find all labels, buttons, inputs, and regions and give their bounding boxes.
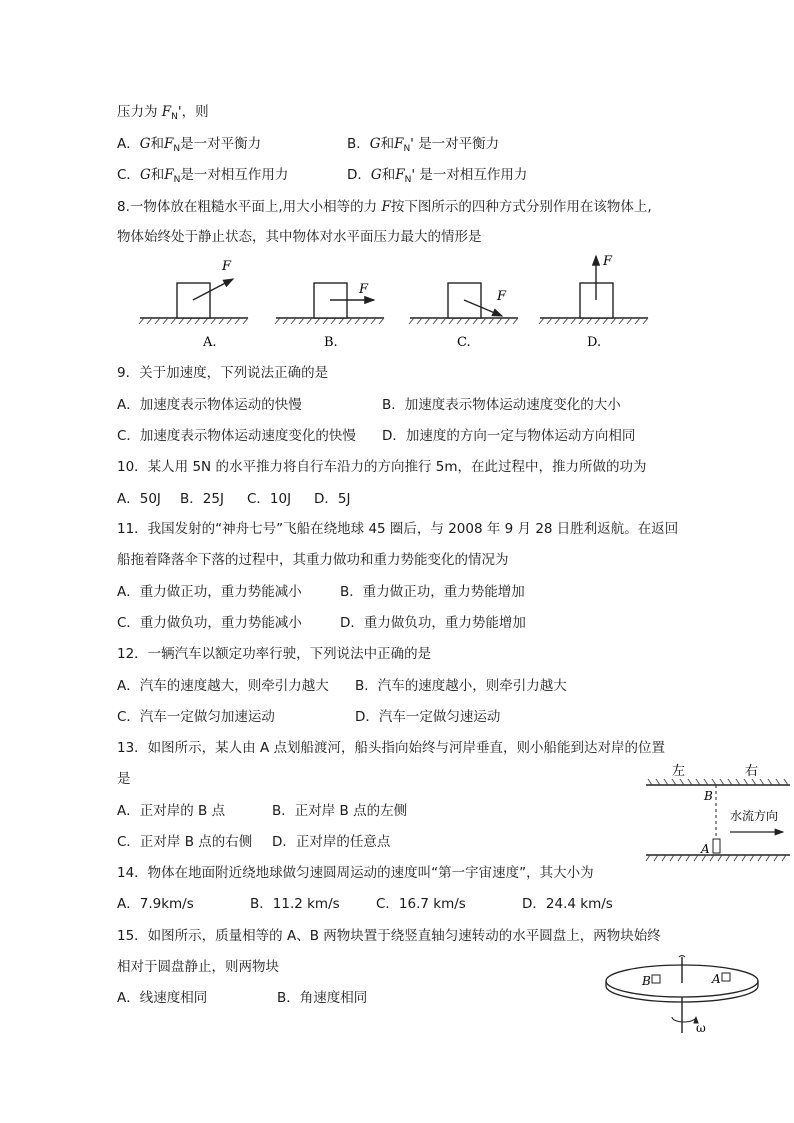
q14-option-a: A．7.9km/s (117, 896, 194, 912)
q12-option-d: D．汽车一定做匀速运动 (355, 709, 501, 725)
q15-option-b: B．角速度相同 (277, 990, 368, 1006)
q13-stem-line2: 是 (117, 771, 131, 787)
q10-option-a: A．50J (117, 491, 161, 507)
q9-option-b: B．加速度表示物体运动速度变化的大小 (382, 397, 621, 413)
q9-option-c: C．加速度表示物体运动速度变化的快慢 (117, 428, 356, 444)
q11-option-a: A．重力做正功，重力势能减小 (117, 584, 302, 600)
q7-option-c: C．G和$F_N$是一对相互作用力 (117, 167, 289, 185)
q8-label-a: A. (203, 335, 217, 350)
q9-stem: 9．关于加速度，下列说法正确的是 (117, 365, 329, 381)
q8-label-d: D. (587, 335, 602, 350)
q10-option-c: C．10J (247, 491, 292, 507)
q12-option-c: C．汽车一定做匀加速运动 (117, 709, 275, 725)
q8-figure-d (539, 254, 648, 350)
q14-option-b: B．11.2 km/s (250, 896, 340, 912)
q14-option-d: D．24.4 km/s (522, 896, 613, 912)
q12-stem: 12．一辆汽车以额定功率行驶，下列说法中正确的是 (117, 646, 432, 662)
q7-option-b: B．G和$F_N'$ 是一对平衡力 (347, 136, 500, 154)
q8-figure-a (139, 259, 248, 350)
q13-stem-line1: 13．如图所示，某人由 A 点划船渡河，船头指向始终与河岸垂直，则小船能到达对岸的位置 (117, 740, 665, 756)
q12-option-a: A．汽车的速度越大，则牵引力越大 (117, 678, 329, 694)
q12-option-b: B．汽车的速度越小，则牵引力越大 (355, 678, 567, 694)
q15-option-a: A．线速度相同 (117, 990, 208, 1006)
q11-option-b: B．重力做正功，重力势能增加 (340, 584, 525, 600)
q13-option-a: A．正对岸的 B 点 (117, 803, 226, 819)
q13-point-b: B (704, 789, 713, 803)
q15-disc-figure (600, 955, 770, 1035)
q10-stem: 10．某人用 5N 的水平推力将自行车沿力的方向推行 5m，在此过程中，推力所做的功为 (117, 459, 647, 475)
q7-stem-tail: 压力为 $F_N'$，则 (117, 104, 209, 122)
q8-stem-line1: 8.一物体放在粗糙水平面上,用大小相等的力 F按下图所示的四种方式分别作用在该物体上, (117, 199, 652, 215)
q13-river-figure (640, 760, 790, 870)
q13-flow-label: 水流方向 (730, 809, 779, 823)
q15-omega-label: ω (696, 1021, 706, 1035)
q10-option-b: B．25J (180, 491, 224, 507)
q11-option-c: C．重力做负功，重力势能减小 (117, 615, 302, 631)
q13-option-c: C．正对岸 B 点的右侧 (117, 834, 253, 850)
q8-force-label-a: F (222, 259, 232, 274)
q11-option-d: D．重力做负功，重力势能增加 (340, 615, 526, 631)
q13-point-a: A (701, 842, 710, 856)
q13-label-right: 右 (745, 764, 759, 779)
q8-force-label-c: F (497, 289, 507, 304)
q8-figure-c (409, 283, 518, 350)
q15-stem-line1: 15．如图所示，质量相等的 A、B 两物块置于绕竖直轴匀速转动的水平圆盘上，两物块始终 (117, 928, 661, 944)
q15-stem-line2: 相对于圆盘静止，则两物块 (117, 959, 279, 975)
q11-stem-line2: 船拖着降落伞下落的过程中，其重力做功和重力势能变化的情况为 (117, 552, 509, 568)
q8-force-label-d: F (603, 254, 613, 269)
q14-stem: 14．物体在地面附近绕地球做匀速圆周运动的速度叫“第一宇宙速度”，其大小为 (117, 865, 594, 881)
q13-label-left: 左 (672, 764, 686, 779)
q10-option-d: D．5J (314, 491, 351, 507)
q13-option-d: D．正对岸的任意点 (272, 834, 391, 850)
q8-figure-b (275, 282, 384, 350)
q11-stem-line1: 11．我国发射的“神舟七号”飞船在绕地球 45 圈后，与 2008 年 9 月 28 日胜利返航。在返回 (117, 521, 679, 537)
q7-option-d: D．G和$F_N'$ 是一对相互作用力 (347, 167, 528, 185)
q15-block-b-label: B (642, 974, 651, 988)
q7-option-a: A．G和$F_N$是一对平衡力 (117, 136, 262, 154)
q15-block-a-label: A (712, 972, 721, 986)
q8-force-figures (130, 250, 650, 355)
q9-option-d: D．加速度的方向一定与物体运动方向相同 (382, 428, 636, 444)
q8-label-c: C. (457, 335, 471, 350)
q13-option-b: B．正对岸 B 点的左侧 (272, 803, 408, 819)
q8-stem-line2: 物体始终处于静止状态，其中物体对水平面压力最大的情形是 (117, 229, 482, 245)
q9-option-a: A．加速度表示物体运动的快慢 (117, 397, 302, 413)
q14-option-c: C．16.7 km/s (376, 896, 466, 912)
q8-label-b: B. (324, 335, 338, 350)
q8-force-label-b: F (359, 282, 369, 297)
